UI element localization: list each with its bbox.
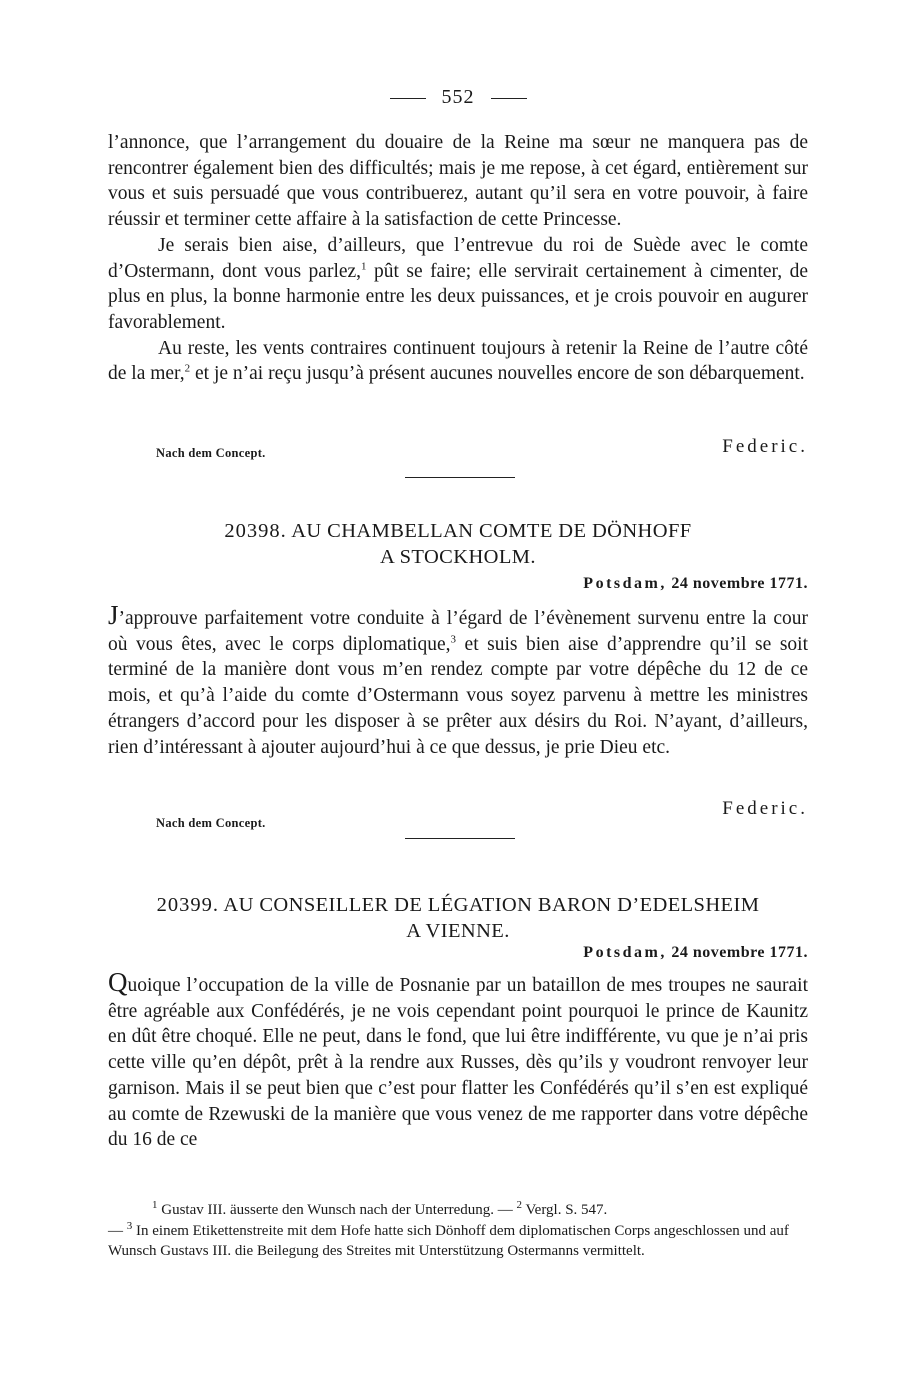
drop-cap: Q (108, 967, 128, 997)
paragraph-3 (108, 336, 808, 387)
letter-20398-heading (108, 518, 808, 570)
footnote-mark-2: 2 (516, 1199, 523, 1211)
letter-20398-heading-line-1 (108, 518, 808, 544)
paragraph-3-text-b: et je n’ai reçu jusqu’à présent aucunes nouvelles encore de son débarquement. (190, 363, 805, 385)
footnote-line (108, 1200, 808, 1221)
letter-20399-dateline (108, 944, 818, 962)
footnotes (108, 1200, 808, 1262)
footnote-line (108, 1221, 808, 1262)
letter-20399-heading-line-1 (108, 892, 808, 918)
paragraph-2-text-b: pût se faire; elle servirait certainement à cimenter, de plus en plus, la bonne harmonie entre les deux puissances, et je crois pouvoir en augurer favorablement. (108, 260, 808, 333)
source-note-1: Nach dem Concept. (156, 446, 266, 460)
letter-20398-text-a: ’approuve parfaitement votre conduite à l’égard de l’évènement survenu entre la cour où vous êtes, avec le corps diplomatique, (108, 608, 808, 655)
footnote-1: Gustav III. äusserte den Wunsch nach der Unterredung. — (161, 1202, 513, 1218)
drop-cap: J (108, 600, 119, 630)
letter-20399-destination: A VIENNE. (406, 920, 510, 942)
signature-1: Federic. (722, 436, 808, 457)
footnote-2: Vergl. S. 547. (525, 1202, 608, 1218)
letter-20398-body (108, 600, 808, 760)
footnote-mark-1: 1 (152, 1199, 158, 1211)
paragraph-3-text-a: Au reste, les vents contraires continuent toujours à retenir la Reine de l’autre côté de la mer, (108, 337, 808, 385)
continued-letter-body (108, 130, 808, 387)
footnote-3-lead: — (108, 1222, 123, 1239)
dateline-date: 24 novembre 1771. (671, 575, 808, 592)
section-divider-1 (405, 477, 515, 478)
page-number: 552 (441, 86, 475, 108)
letter-20398-dateline (108, 575, 818, 593)
source-note-2: Nach dem Concept. (156, 816, 266, 830)
letter-number: 20398. (224, 520, 287, 542)
letter-20398-paragraph (108, 600, 808, 760)
paragraph-2 (108, 233, 808, 336)
letter-20399-heading (108, 892, 808, 944)
letter-number: 20399. (156, 894, 220, 916)
letter-20398-recipient: AU CHAMBELLAN COMTE DE DÖNHOFF (291, 520, 692, 542)
footnote-3: In einem Etikettenstreite mit dem Hofe hatte sich Dönhoff dem diplomatischen Corps angeschlossen und auf Wunsch Gustavs III. die Beilegung des Streites mit Unterstützung Ostermanns vermittelt. (108, 1222, 789, 1259)
paragraph-1: l’annonce, que l’arrangement du douaire de la Reine ma sœur ne manquera pas de rencontrer également bien des difficultés; mais je me repose, à cet égard, entièrement sur vous et suis persuadé que vous contribuerez, autant qu’il sera en votre pouvoir, à faire réussir et terminer cette affaire à la satisfaction de cette Princesse. (108, 132, 808, 231)
letter-20399-text: uoique l’occupation de la ville de Posnanie par un bataillon de mes troupes ne saurait être agréable aux Confédérés, je ne vois cependant point pourquoi le prince de Kaunitz en dût être choqué. Elle ne peut, dans le fond, que lui être indifférente, vu que je n’ai pris cette ville qu’en dépôt, prêt à la rendre aux Russes, dès qu’ils y voudront renvoyer leur garnison. Mais il se peut bien que c’est pour flatter les Confédérés qu’il s’en est expliqué au comte de Rzewuski de la manière que vous venez de me rapporter dans votre dépêche du 16 de ce (108, 975, 808, 1151)
letter-20398-text-b: et suis bien aise d’apprendre qu’il se soit terminé de la manière dont vous m’en rendez compte par votre dépêche du 12 de ce mois, et qu’à l’aide du comte d’Ostermann vous soyez parvenu à mettre les ministres étrangers d’accord pour les disposer à se prêter aux désirs du Roi. N’ayant, d’ailleurs, rien d’intéressant à ajouter aujourd’hui à ce que dessus, je prie Dieu etc. (108, 633, 808, 758)
page-number-dash-left (390, 98, 426, 99)
dateline-date: 24 novembre 1771. (671, 944, 808, 961)
dateline-place: Potsdam, (583, 944, 667, 961)
page-number-line (108, 86, 808, 109)
letter-20399-paragraph (108, 967, 808, 1153)
letter-20399-recipient: AU CONSEILLER DE LÉGATION BARON D’EDELSHEIM (223, 894, 760, 916)
footnote-ref-2: 2 (184, 362, 191, 375)
paragraph-2-text-a: Je serais bien aise, d’ailleurs, que l’entrevue du roi de Suède avec le comte d’Ostermann, dont vous parlez, (108, 234, 808, 282)
page-number-dash-right (491, 98, 527, 99)
footnote-ref-1: 1 (361, 260, 367, 273)
footnote-mark-3: 3 (126, 1219, 133, 1232)
letter-20399-body (108, 967, 808, 1153)
signature-2: Federic. (722, 798, 808, 819)
section-divider-2 (405, 838, 515, 839)
dateline-place: Potsdam, (583, 575, 667, 592)
footnote-ref-3: 3 (450, 633, 457, 646)
letter-20398-destination: A STOCKHOLM. (380, 546, 536, 568)
